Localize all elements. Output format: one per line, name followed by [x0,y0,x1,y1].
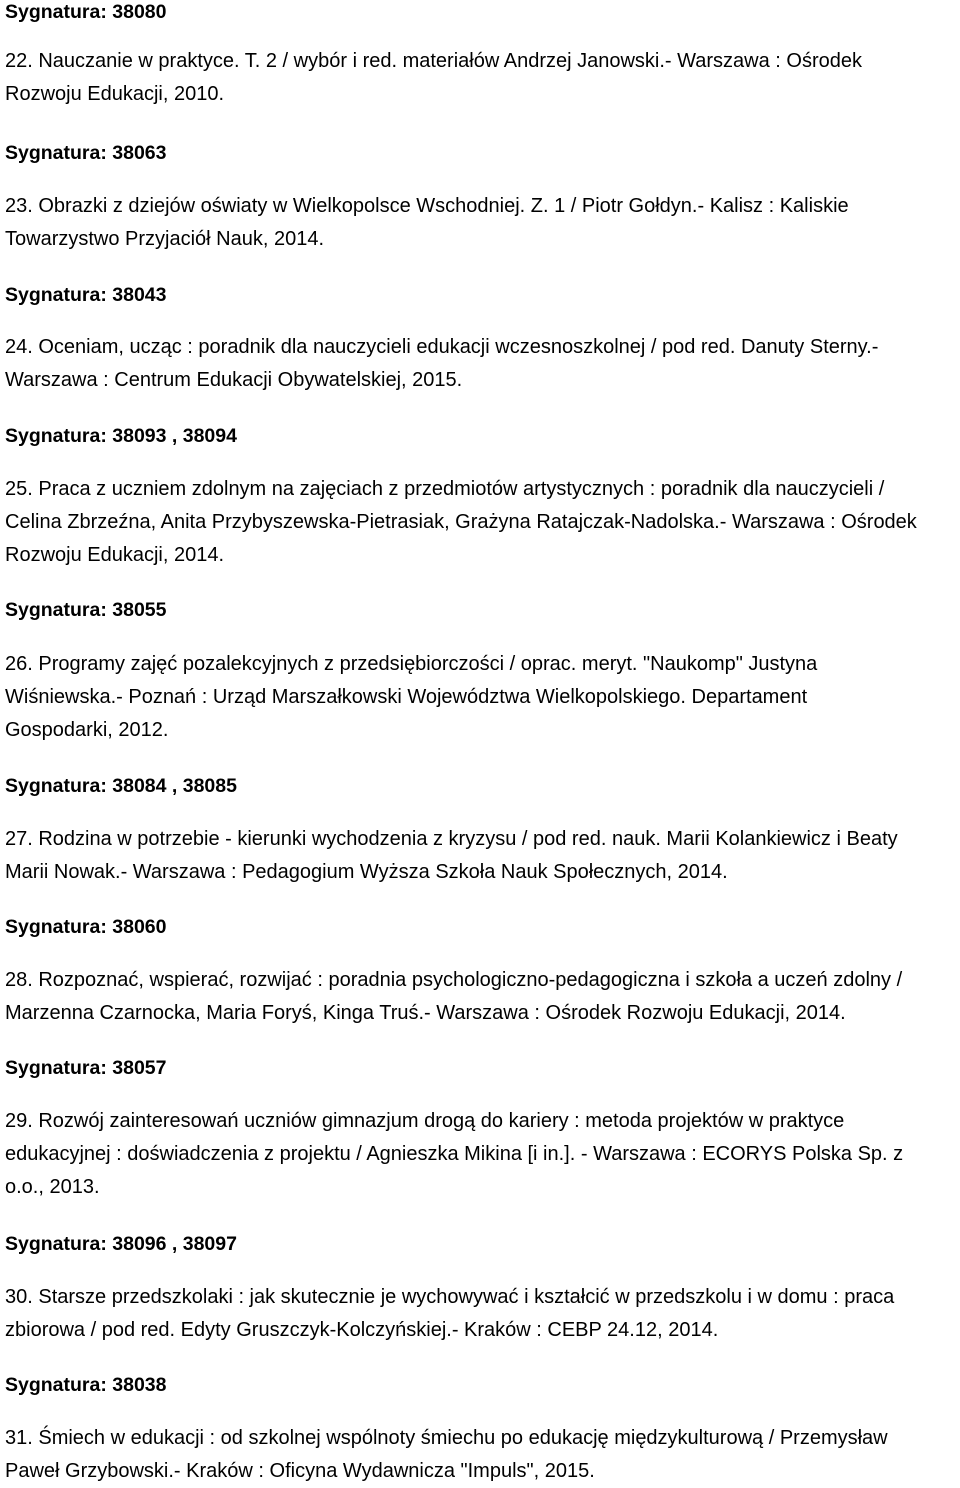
signature-line: Sygnatura: 38096 , 38097 [5,1233,237,1255]
entry-text-line: 23. Obrazki z dziejów oświaty w Wielkopolsce Wschodniej. Z. 1 / Piotr Gołdyn.- Kalisz : Kaliskie [5,195,849,217]
entry-text-line: Rozwoju Edukacji, 2014. [5,544,225,566]
entry-text-line: Celina Zbrzeźna, Anita Przybyszewska-Pietrasiak, Grażyna Ratajczak-Nadolska.- Warszawa : Ośrodek [5,511,917,533]
entry-text-line: 26. Programy zajęć pozalekcyjnych z przedsiębiorczości / oprac. meryt. "Naukomp" Justyna [5,653,818,675]
entry-text-line: zbiorowa / pod red. Edyty Gruszczyk-Kolczyńskiej.- Kraków : CEBP 24.12, 2014. [5,1319,719,1341]
bibliography-entry [5,823,960,889]
entry-text-line: o.o., 2013. [5,1176,100,1198]
entry-text-line: Warszawa : Centrum Edukacji Obywatelskiej, 2015. [5,369,463,391]
entry-text-line: 31. Śmiech w edukacji : od szkolnej wspólnoty śmiechu po edukację międzykulturową / Przemysław [5,1427,888,1449]
entry-text-line: Marzenna Czarnocka, Maria Foryś, Kinga Truś.- Warszawa : Ośrodek Rozwoju Edukacji, 2014. [5,1002,846,1024]
entry-text-line: Towarzystwo Przyjaciół Nauk, 2014. [5,228,325,250]
bibliography-entry [5,190,960,256]
signature-line: Sygnatura: 38060 [5,916,167,938]
bibliography-entry [5,964,960,1030]
signature-line: Sygnatura: 38080 [5,1,167,23]
signature-line: Sygnatura: 38093 , 38094 [5,425,237,447]
entry-text-line: Wiśniewska.- Poznań : Urząd Marszałkowski Województwa Wielkopolskiego. Departament [5,686,808,708]
signature-line: Sygnatura: 38063 [5,142,167,164]
entry-text-line: 30. Starsze przedszkolaki : jak skutecznie je wychowywać i kształcić w przedszkolu i w domu : praca [5,1286,895,1308]
entry-text-line: edukacyjnej : doświadczenia z projektu / Agnieszka Mikina [i in.]. - Warszawa : ECORYS Polska Sp. z [5,1143,904,1165]
entry-text-line: 28. Rozpoznać, wspierać, rozwijać : poradnia psychologiczno-pedagogiczna i szkoła a uczeń zdolny / [5,969,903,991]
entry-text-line: 24. Oceniam, ucząc : poradnik dla nauczycieli edukacji wczesnoszkolnej / pod red. Danuty Sterny.- [5,336,879,358]
entry-text-line: 29. Rozwój zainteresowań uczniów gimnazjum drogą do kariery : metoda projektów w praktyce [5,1110,845,1132]
signature-line: Sygnatura: 38057 [5,1057,167,1079]
entry-text-line: 25. Praca z uczniem zdolnym na zajęciach z przedmiotów artystycznych : poradnik dla nauczycieli / [5,478,885,500]
signature-line: Sygnatura: 38084 , 38085 [5,775,237,797]
entry-text-line: 27. Rodzina w potrzebie - kierunki wychodzenia z kryzysu / pod red. nauk. Marii Kolankiewicz i Beaty [5,828,898,850]
entry-text-line: Paweł Grzybowski.- Kraków : Oficyna Wydawnicza "Impuls", 2015. [5,1460,595,1482]
signature-line: Sygnatura: 38055 [5,599,167,621]
bibliography-entry [5,1105,960,1204]
entry-text-line: Gospodarki, 2012. [5,719,169,741]
signature-line: Sygnatura: 38043 [5,284,167,306]
bibliography-entry [5,1422,960,1488]
bibliography-entry [5,648,960,747]
bibliography-entry [5,45,960,111]
entry-text-line: Marii Nowak.- Warszawa : Pedagogium Wyższa Szkoła Nauk Społecznych, 2014. [5,861,728,883]
entry-text-line: 22. Nauczanie w praktyce. T. 2 / wybór i red. materiałów Andrzej Janowski.- Warszawa : Ośrodek [5,50,863,72]
bibliography-entry [5,473,960,572]
entry-text-line: Rozwoju Edukacji, 2010. [5,83,225,105]
bibliography-entry [5,1281,960,1347]
signature-line: Sygnatura: 38038 [5,1374,167,1396]
bibliography-entry [5,331,960,397]
